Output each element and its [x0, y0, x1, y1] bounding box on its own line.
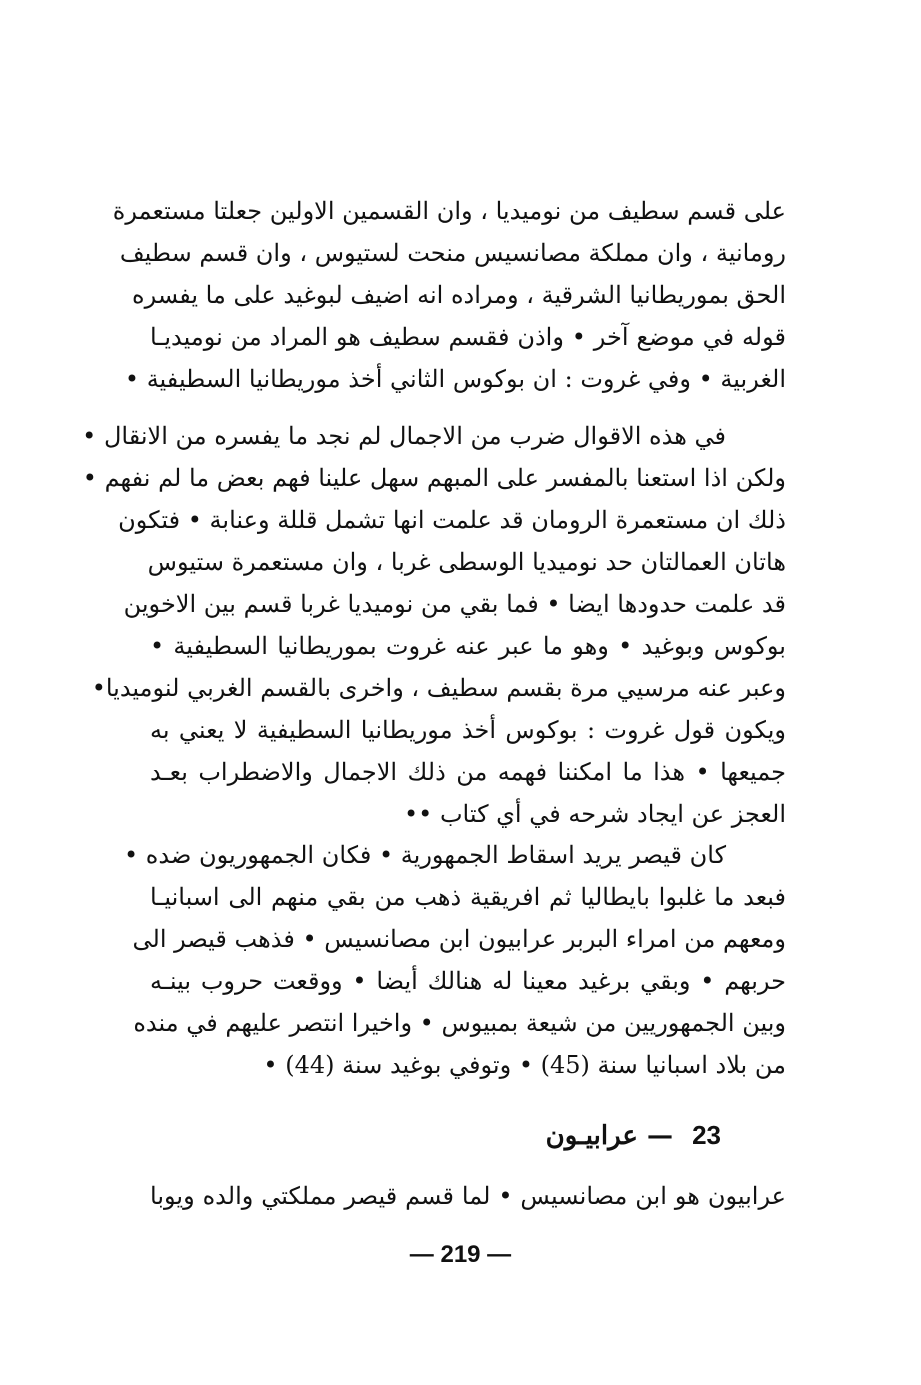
- text-line: بوكوس وبوغيد • وهو ما عبر عنه غروت بموريطانيا السطيفية •: [150, 632, 786, 660]
- text-line: في هذه الاقوال ضرب من الاجمال لم نجد ما يفسره من الانقال •: [82, 422, 726, 450]
- text-line: وبين الجمهوريين من شيعة بمبيوس • واخيرا انتصر عليهم في منده: [133, 1009, 786, 1037]
- paragraph-4: [150, 1175, 786, 1217]
- text-line: ويكون قول غروت : بوكوس أخذ موريطانيا السطيفية لا يعني به: [150, 716, 786, 744]
- text-line: على قسم سطيف من نوميديا ، وان القسمين الاولين جعلتا مستعمرة: [112, 197, 786, 225]
- page-number: — 219 —: [409, 1241, 512, 1268]
- text-line: العجز عن ايجاد شرحه في أي كتاب ••: [404, 800, 786, 828]
- text-line: حربهم • وبقي برغيد معينا له هنالك أيضا • ووقعت حروب بينـه: [150, 967, 786, 995]
- text-line: رومانية ، وان مملكة مصانسيس منحت لستيوس ، وان قسم سطيف: [119, 239, 786, 267]
- text-line: ذلك ان مستعمرة الرومان قد علمت انها تشمل قللة وعنابة • فتكون: [118, 506, 786, 534]
- paragraph-1: [112, 190, 786, 400]
- paragraph-3: [124, 834, 787, 1086]
- text-line: الحق بموريطانيا الشرقية ، ومراده انه اضيف لبوغيد على ما يفسره: [132, 281, 786, 309]
- text-line: وعبر عنه مرسيي مرة بقسم سطيف ، واخرى بالقسم الغربي لنوميديا•: [91, 674, 786, 702]
- text-line: فبعد ما غلبوا بايطاليا ثم افريقية ذهب من بقي منهم الى اسبانيـا: [150, 883, 787, 911]
- text-line: هاتان العمالتان حد نوميديا الوسطى غربا ، وان مستعمرة ستيوس: [147, 548, 786, 576]
- heading-dash: —: [647, 1121, 674, 1151]
- section-number: 23: [692, 1120, 721, 1150]
- text-line: قد علمت حدودها ايضا • فما بقي من نوميديا غربا قسم بين الاخوين: [123, 590, 786, 618]
- text-line: ومعهم من امراء البربر عرابيون ابن مصانسيس • فذهب قيصر الى: [132, 925, 786, 953]
- section-heading: [546, 1115, 721, 1156]
- text-line: قوله في موضع آخر • واذن فقسم سطيف هو المراد من نوميديـا: [150, 323, 786, 351]
- text-line: من بلاد اسبانيا سنة (45) • وتوفي بوغيد سنة (44) •: [263, 1051, 786, 1079]
- text-line: جميعها • هذا ما امكننا فهمه من ذلك الاجمال والاضطراب بعـد: [150, 758, 786, 786]
- text-line: الغربية • وفي غروت : ان بوكوس الثاني أخذ موريطانيا السطيفية •: [124, 365, 786, 393]
- text-line: ولكن اذا استعنا بالمفسر على المبهم سهل علينا فهم بعض ما لم نفهم •: [82, 464, 786, 492]
- text-line: عرابيون هو ابن مصانسيس • لما قسم قيصر مملكتي والده ويوبا: [150, 1182, 786, 1210]
- text-line: كان قيصر يريد اسقاط الجمهورية • فكان الجمهوريون ضده •: [124, 841, 726, 869]
- section-title: عرابيـون: [545, 1121, 638, 1151]
- paragraph-2: [82, 415, 786, 835]
